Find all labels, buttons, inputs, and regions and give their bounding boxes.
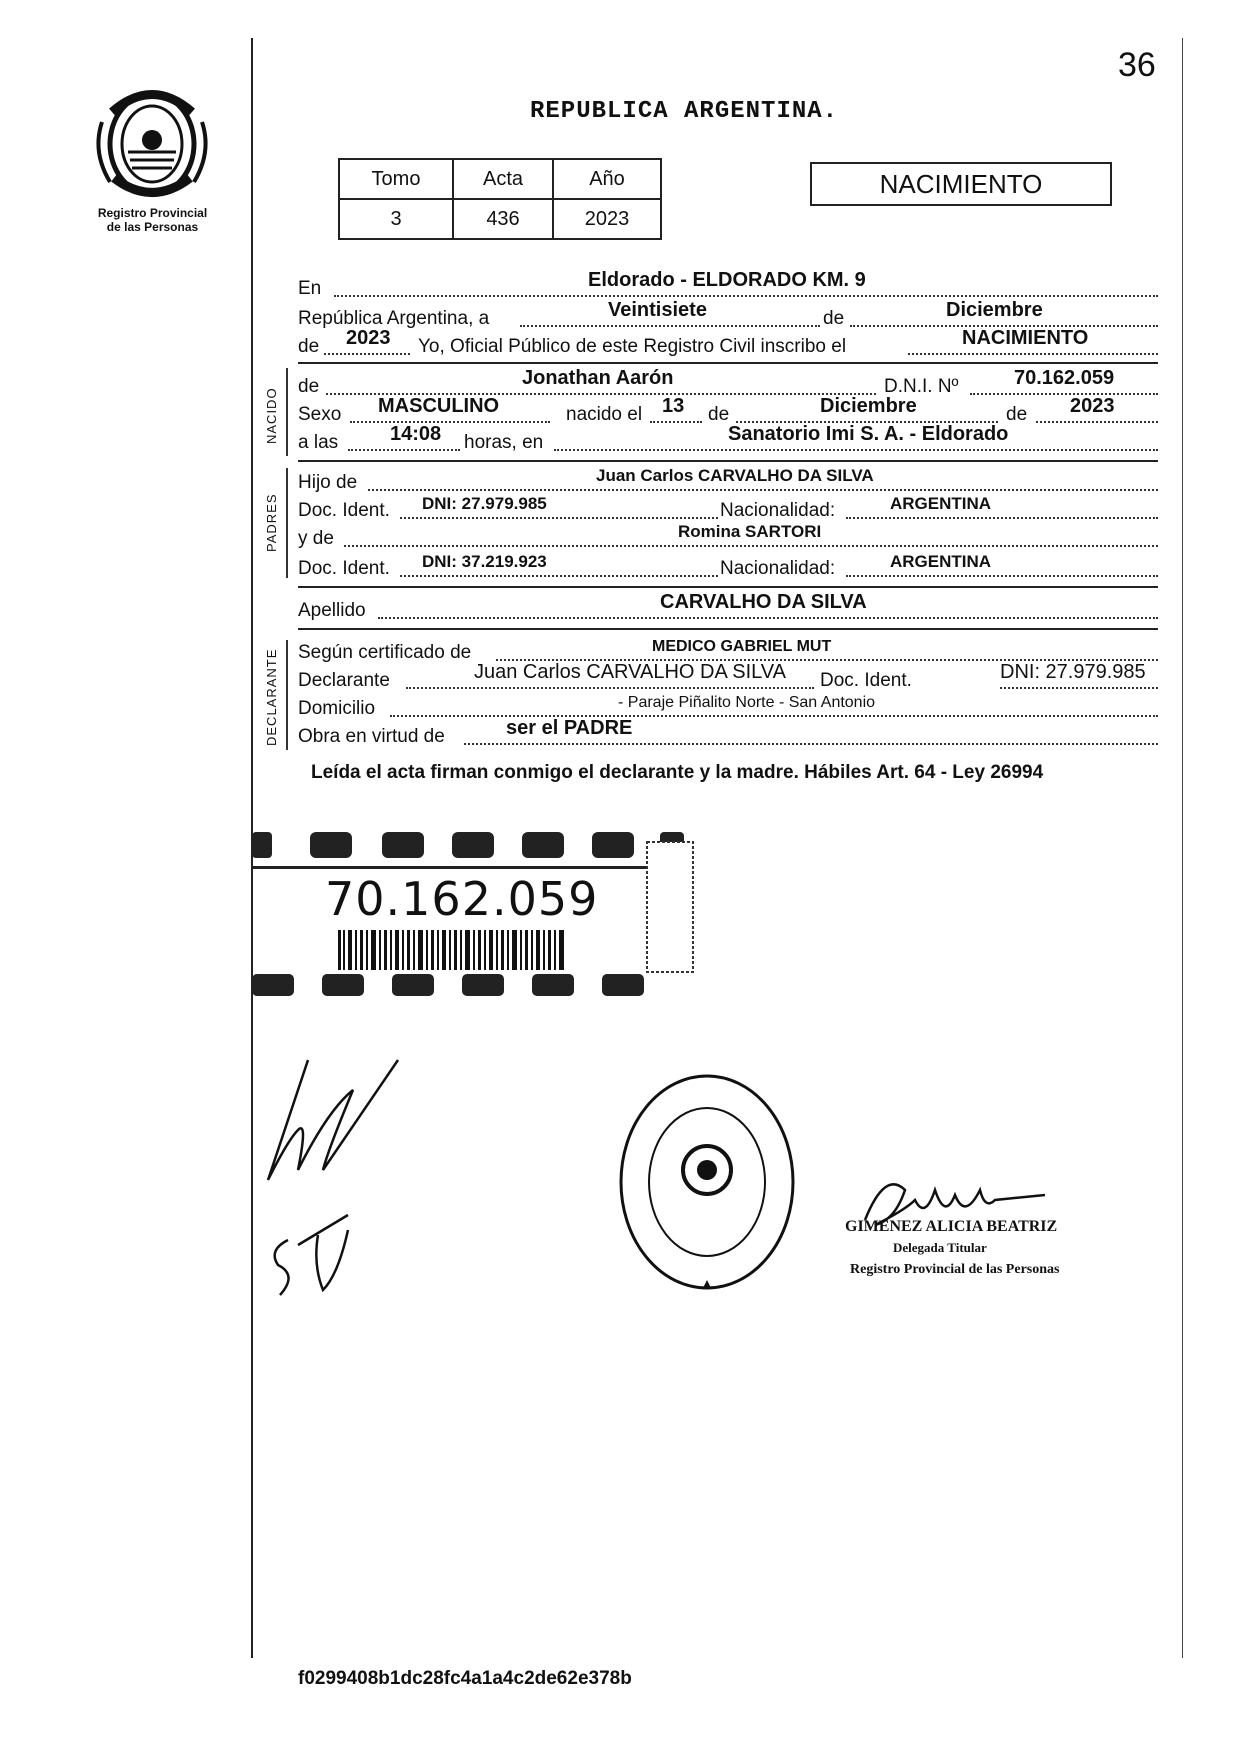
closing-statement: Leída el acta firman conmigo el declarante y la madre. Hábiles Art. 64 - Ley 26994 [311,762,1044,783]
republica-label: República Argentina, a [298,308,490,329]
registry-header-anio: Año [553,159,661,199]
birth-day: 13 [662,395,685,417]
row-obra [298,717,1158,748]
dotted-line [846,575,1158,577]
registry-value-anio: 2023 [553,199,661,239]
obra-value: ser el PADRE [506,717,633,739]
dotted-line [520,325,820,327]
child-dni: 70.162.059 [1014,367,1115,389]
father-nationality: ARGENTINA [890,494,992,513]
misiones-province-logo [92,82,212,202]
official-text: Yo, Oficial Público de este Registro Civil inscribo el [418,336,847,357]
section-bracket [286,368,288,456]
birth-de2-label: de [1006,404,1028,425]
dotted-line [344,545,1158,547]
mother-name: Romina SARTORI [678,522,822,541]
dotted-line [348,449,460,451]
logo-caption [70,206,235,234]
section-divider [298,460,1158,462]
child-name: Jonathan Aarón [522,367,674,389]
mother-nationality: ARGENTINA [890,552,992,571]
yde-label: y de [298,528,334,549]
document-hash: f0299408b1dc28fc4a1a4c2de62e378b [298,1668,632,1689]
birth-place: Sanatorio Imi S. A. - Eldorado [728,423,1009,445]
officer-org: Registro Provincial de las Personas [850,1262,1060,1277]
a-las-label: a las [298,432,339,453]
dotted-line [350,421,550,423]
dni-label: D.N.I. Nº [884,376,959,397]
en-label: En [298,278,322,299]
dotted-line [1036,421,1158,423]
id-strip-number: 70.162.059 [325,872,599,926]
sexo-value: MASCULINO [378,395,500,417]
day-value: Veintisiete [608,299,707,321]
side-label-declarante: DECLARANTE [264,648,279,746]
dotted-line [324,353,410,355]
segun-value: MEDICO GABRIEL MUT [652,638,832,655]
declarante-doc-label: Doc. Ident. [820,670,912,691]
month-value: Diciembre [946,299,1043,321]
declarante-label: Declarante [298,670,390,691]
registry-value-tomo: 3 [339,199,453,239]
mother-doc: DNI: 37.219.923 [422,552,547,571]
dotted-line [368,489,1158,491]
row-apellido [298,591,1158,622]
inscribe-value: NACIMIENTO [962,327,1089,349]
section-divider [298,362,1158,364]
hijo-label: Hijo de [298,472,358,493]
dotted-line [846,517,1158,519]
domicilio-value: - Paraje Piñalito Norte - San Antonio [618,694,876,711]
dotted-line [1000,687,1158,689]
obra-label: Obra en virtud de [298,726,445,747]
dotted-line [406,687,814,689]
section-divider [298,586,1158,588]
dotted-line [400,517,718,519]
place-of-registry: Eldorado - ELDORADO KM. 9 [588,269,866,291]
dotted-line [908,353,1158,355]
mother-nat-label: Nacionalidad: [720,558,836,579]
father-doc-label: Doc. Ident. [298,500,390,521]
declarante-doc: DNI: 27.979.985 [1000,661,1146,683]
side-label-padres: PADRES [264,493,279,552]
registry-header-tomo: Tomo [339,159,453,199]
dotted-line [554,449,1158,451]
row-domicilio [298,694,1158,720]
horas-label: horas, en [464,432,544,453]
year-value: 2023 [346,327,391,349]
right-margin-line [1182,38,1183,1658]
row-official [298,327,1158,358]
page-number: 36 [1118,46,1156,84]
row-mother-doc [298,554,1158,580]
row-declarante [298,661,1158,692]
nacido-label: nacido el [566,404,643,425]
side-label-nacido: NACIDO [264,387,279,444]
registry-value-acta: 436 [453,199,553,239]
dotted-line [378,617,1158,619]
row-father-doc [298,496,1158,522]
segun-label: Según certificado de [298,642,472,663]
record-type-box: NACIMIENTO [810,162,1112,206]
year-de-label: de [298,336,320,357]
dotted-line [970,393,1158,395]
logo-caption-line1: Registro Provincial [97,206,208,220]
birth-month: Diciembre [820,395,917,417]
registry-header-acta: Acta [453,159,553,199]
official-seal [615,1070,800,1300]
apellido-value: CARVALHO DA SILVA [660,591,867,613]
document-title: REPUBLICA ARGENTINA. [530,98,839,125]
dotted-line [650,421,702,423]
dotted-line [400,575,718,577]
row-mother [298,524,1158,550]
declarant-signature [258,1050,408,1300]
birth-hour: 14:08 [390,423,442,445]
row-en [298,269,1158,300]
father-doc: DNI: 27.979.985 [422,494,547,513]
officer-name: GIMENEZ ALICIA BEATRIZ [845,1218,1058,1235]
dotted-line [334,295,1158,297]
mother-doc-label: Doc. Ident. [298,558,390,579]
officer-role: Delegada Titular [893,1240,987,1255]
de-label: de [823,308,845,329]
dotted-line [464,743,1158,745]
apellido-label: Apellido [298,600,366,621]
declarante-value: Juan Carlos CARVALHO DA SILVA [474,661,786,683]
section-divider [298,628,1158,630]
barcode [338,930,566,970]
name-de-label: de [298,376,320,397]
logo-caption-line2: de las Personas [106,220,199,234]
section-bracket [286,468,288,578]
birth-de1-label: de [708,404,730,425]
birth-year: 2023 [1070,395,1115,417]
row-father [298,468,1158,494]
sexo-label: Sexo [298,404,342,425]
registry-table [338,158,662,240]
domicilio-label: Domicilio [298,698,376,719]
father-name: Juan Carlos CARVALHO DA SILVA [596,466,874,485]
father-nat-label: Nacionalidad: [720,500,836,521]
row-hour [298,423,1158,454]
section-bracket [286,640,288,750]
